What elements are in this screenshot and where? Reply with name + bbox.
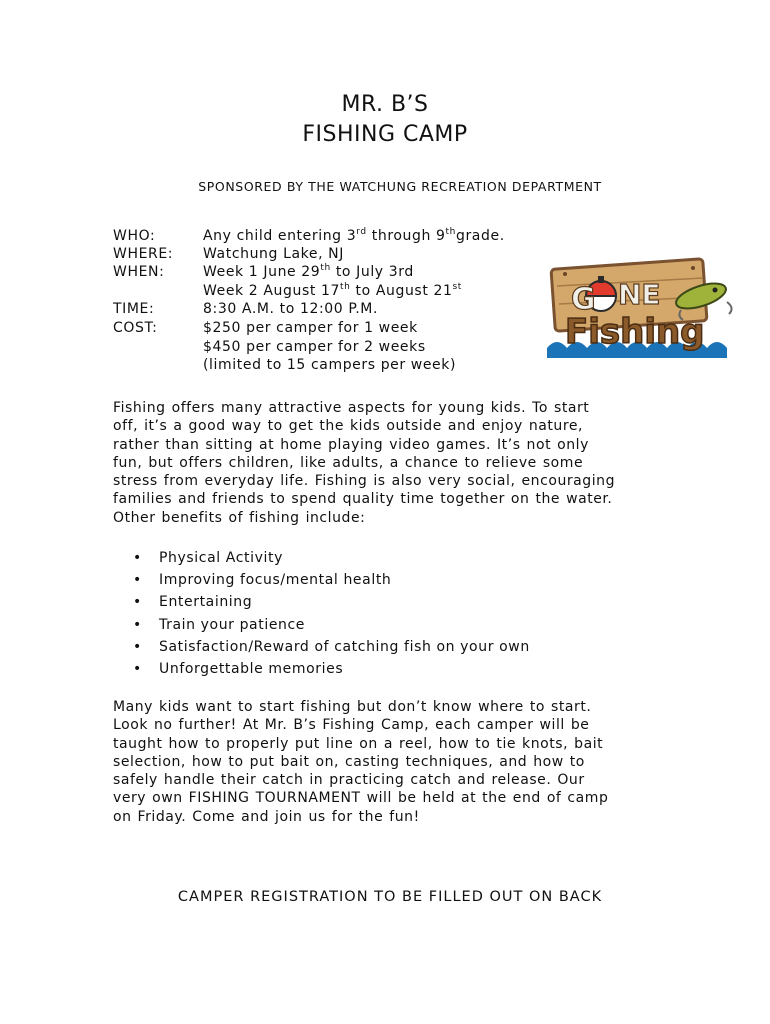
list-item-text: Physical Activity <box>159 550 283 566</box>
week1-sup: th <box>320 263 331 273</box>
time-label: TIME: <box>113 301 155 317</box>
paragraph-line: selection, how to put bait on, casting techniques, and how to <box>113 753 585 770</box>
week2-sup-2: st <box>452 282 462 292</box>
who-text-3: grade. <box>455 228 505 244</box>
time-value: 8:30 A.M. to 12:00 P.M. <box>203 301 378 317</box>
week2-text-1: Week 2 August 17 <box>203 283 341 299</box>
page-title-line1: MR. B’S <box>341 92 429 117</box>
who-sup-2: th <box>445 227 456 237</box>
paragraph-line: fun, but offers children, like adults, a chance to relieve some <box>113 454 584 471</box>
where-label: WHERE: <box>113 246 174 262</box>
paragraph-line: rather than sitting at home playing video games. It’s not only <box>113 436 589 453</box>
list-item-text: Improving focus/mental health <box>159 572 392 589</box>
paragraph-line: Many kids want to start fishing but don’t know where to start. <box>113 699 592 715</box>
who-label: WHO: <box>113 228 156 244</box>
week2-sup-1: th <box>340 282 351 292</box>
intro-paragraph <box>113 399 673 527</box>
bullet-icon: • <box>133 660 142 677</box>
week2-value <box>203 283 462 299</box>
when-label: WHEN: <box>113 264 165 280</box>
list-item-text: Unforgettable memories <box>159 660 344 677</box>
paragraph-line: off, it’s a good way to get the kids outside and enjoy nature, <box>113 418 583 435</box>
list-item-text: Satisfaction/Reward of catching fish on your own <box>159 638 530 655</box>
list-item-text: Entertaining <box>159 594 253 611</box>
bullet-icon: • <box>133 616 142 633</box>
page-title-line2: FISHING CAMP <box>302 122 468 147</box>
paragraph-line: Fishing offers many attractive aspects for young kids. To start <box>113 400 590 416</box>
week1-value <box>203 264 414 280</box>
paragraph-line: safely handle their catch in practicing catch and release. Our <box>113 772 585 789</box>
paragraph-line: taught how to properly put line on a reel, how to tie knots, bait <box>113 735 604 752</box>
cost-note: (limited to 15 campers per week) <box>203 357 457 373</box>
bullet-icon: • <box>133 594 142 611</box>
paragraph-line: on Friday. Come and join us for the fun! <box>113 808 420 825</box>
paragraph-line: very own FISHING TOURNAMENT will be held at the end of camp <box>113 790 609 807</box>
where-value: Watchung Lake, NJ <box>203 246 344 262</box>
week1-text-2: to July 3rd <box>330 264 414 280</box>
who-value <box>203 228 505 244</box>
paragraph-line: families and friends to spend quality time together on the water. <box>113 491 613 508</box>
paragraph-line: Look no further! At Mr. B’s Fishing Camp, each camper will be <box>113 717 590 734</box>
paragraph-line: Other benefits of fishing include: <box>113 509 366 526</box>
cost-line1: $250 per camper for 1 week <box>203 320 418 336</box>
bullet-icon: • <box>133 572 142 589</box>
logo-word-g: G <box>571 282 596 317</box>
who-sup-1: rd <box>356 227 367 237</box>
list-item-text: Train your patience <box>159 616 306 633</box>
week1-text-1: Week 1 June 29 <box>203 264 321 280</box>
paragraph-line: stress from everyday life. Fishing is also very social, encouraging <box>113 473 616 490</box>
gone-fishing-logo <box>543 252 739 364</box>
cost-line2: $450 per camper for 2 weeks <box>203 339 426 355</box>
logo-word-fishing: Fishing <box>565 312 705 352</box>
who-text-2: through 9 <box>366 228 446 244</box>
bullet-icon: • <box>133 638 142 655</box>
details-paragraph <box>113 698 673 826</box>
logo-word-ne: NE <box>618 278 661 311</box>
bullet-icon: • <box>133 550 142 566</box>
registration-note: CAMPER REGISTRATION TO BE FILLED OUT ON BACK <box>177 889 603 905</box>
cost-label: COST: <box>113 320 158 336</box>
who-text-1: Any child entering 3 <box>203 228 357 244</box>
week2-text-2: to August 21 <box>350 283 453 299</box>
sponsor-line: SPONSORED BY THE WATCHUNG RECREATION DEPARTMENT <box>198 179 602 194</box>
